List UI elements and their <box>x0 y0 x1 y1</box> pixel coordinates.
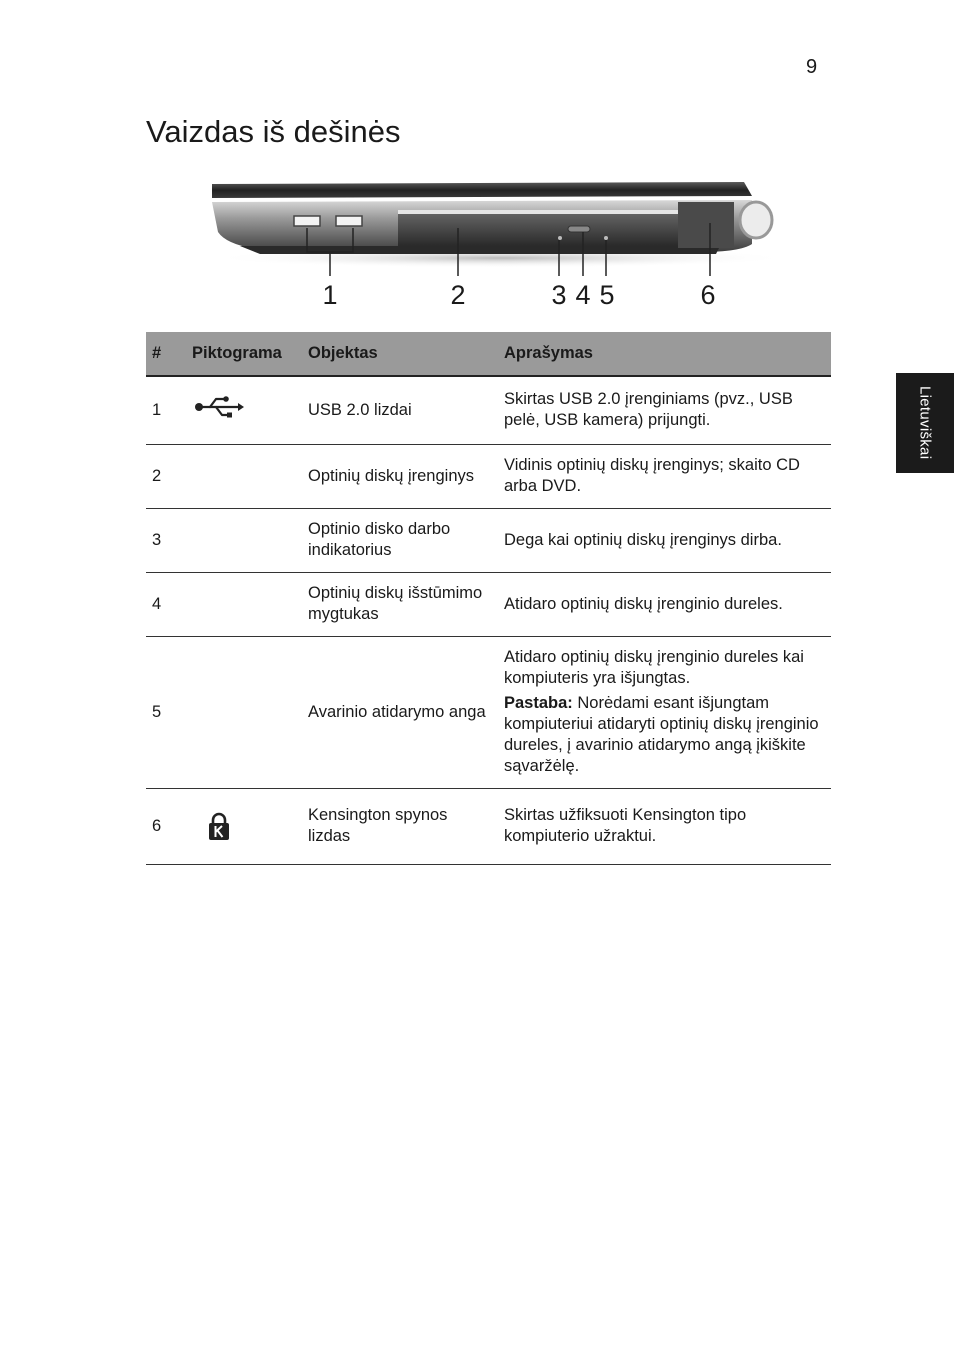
row-icon <box>186 636 302 788</box>
row-description: Skirtas USB 2.0 įrenginiams (pvz., USB pelė, USB kamera) prijungti. <box>498 376 831 444</box>
callout-4: 4 <box>575 280 591 310</box>
callout-3: 3 <box>551 280 567 310</box>
usb-icon <box>192 394 244 420</box>
emergency-hole <box>604 236 608 240</box>
row-description: Atidaro optinių diskų įrenginio dureles. <box>498 572 831 636</box>
optical-drive-highlight <box>398 210 678 214</box>
callout-5: 5 <box>599 280 615 310</box>
usb-port-2 <box>336 216 362 226</box>
table-row <box>146 788 831 864</box>
row-icon <box>186 788 302 864</box>
note-label: Pastaba: <box>504 694 573 712</box>
kensington-lock-icon <box>192 811 244 841</box>
row-icon <box>186 376 302 444</box>
row-object: Optinių diskų įrenginys <box>302 444 498 508</box>
table-row <box>146 636 831 788</box>
row-note <box>504 693 825 777</box>
rear-block <box>678 202 734 248</box>
hinge-cylinder <box>740 202 772 238</box>
page-number: 9 <box>806 56 818 78</box>
optical-drive-tray <box>398 210 678 246</box>
callout-2: 2 <box>450 280 466 310</box>
table-row <box>146 572 831 636</box>
row-number: 4 <box>146 572 186 636</box>
row-description: Atidaro optinių diskų įrenginio dureles kai kompiuteris yra išjungtas. <box>504 648 804 687</box>
row-description: Skirtas užfiksuoti Kensington tipo kompiuterio užraktui. <box>498 788 831 864</box>
row-object: Avarinio atidarymo anga <box>302 636 498 788</box>
header-icon: Piktograma <box>186 332 302 376</box>
table-row <box>146 444 831 508</box>
row-number: 6 <box>146 788 186 864</box>
laptop-lid <box>212 182 752 198</box>
usb-port-1 <box>294 216 320 226</box>
row-object: USB 2.0 lizdai <box>302 376 498 444</box>
ports-table <box>146 332 831 865</box>
callout-1: 1 <box>322 280 338 310</box>
note-text: Norėdami esant išjungtam kompiuteriui atidaryti optinių diskų įrenginio dureles, į avarinio atidarymo angą įkiškite sąvaržėlę. <box>504 694 819 775</box>
row-number: 2 <box>146 444 186 508</box>
row-description: Vidinis optinių diskų įrenginys; skaito CD arba DVD. <box>498 444 831 508</box>
row-icon <box>186 508 302 572</box>
row-object: Optinio disko darbo indikatorius <box>302 508 498 572</box>
row-icon <box>186 572 302 636</box>
header-description: Aprašymas <box>498 332 831 376</box>
header-number: # <box>146 332 186 376</box>
eject-button <box>568 226 590 232</box>
laptop-base-bottom <box>240 246 720 254</box>
page-title: Vaizdas iš dešinės <box>146 114 401 149</box>
row-object: Optinių diskų išstūmimo mygtukas <box>302 572 498 636</box>
table-row <box>146 508 831 572</box>
row-description-cell <box>498 636 831 788</box>
row-description: Dega kai optinių diskų įrenginys dirba. <box>498 508 831 572</box>
row-number: 5 <box>146 636 186 788</box>
row-number: 3 <box>146 508 186 572</box>
row-icon <box>186 444 302 508</box>
table-row <box>146 376 831 444</box>
row-number: 1 <box>146 376 186 444</box>
callout-6: 6 <box>700 280 716 310</box>
header-object: Objektas <box>302 332 498 376</box>
drive-indicator <box>558 236 562 240</box>
language-side-tab <box>896 373 954 473</box>
row-object: Kensington spynos lizdas <box>302 788 498 864</box>
language-side-tab-label: Lietuviškai <box>916 386 934 460</box>
table-header-row <box>146 332 831 376</box>
